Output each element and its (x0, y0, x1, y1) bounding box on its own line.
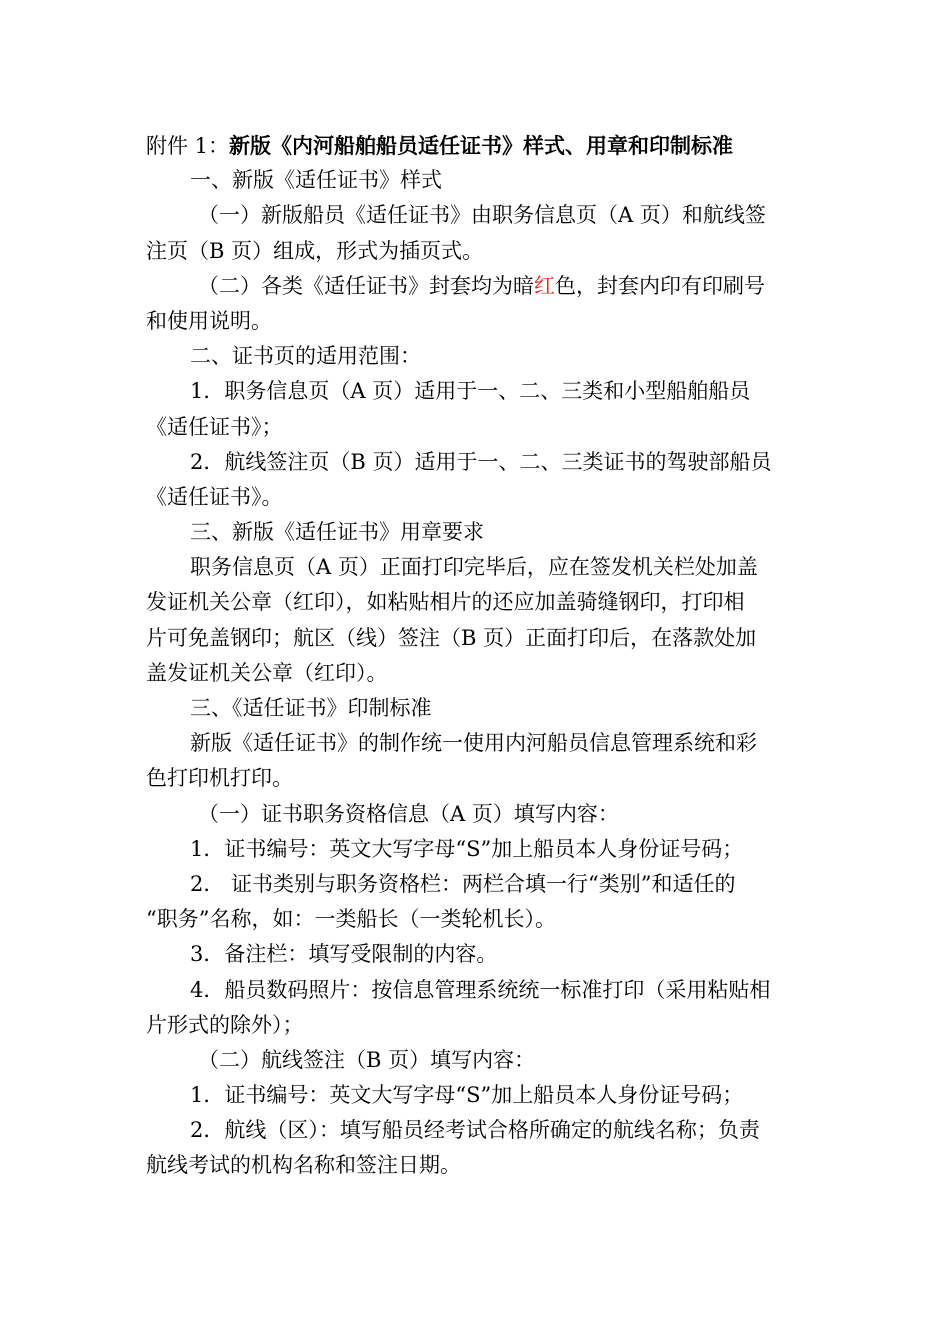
text-line (146, 902, 810, 937)
text-line (146, 304, 810, 339)
document-title (146, 128, 810, 163)
text-line (146, 234, 810, 269)
line-text: 航线考试的机构名称和签注日期。 (146, 1153, 461, 1178)
line-text: 2．航线签注页（B 页）适用于一、二、三类证书的驾驶部船员 (190, 449, 772, 474)
text-line (146, 1148, 810, 1183)
line-text: （二）各类《适任证书》封套均为暗 (198, 273, 534, 298)
line-text: 片可免盖钢印；航区（线）签注（B 页）正面打印后，在落款处加 (146, 625, 757, 650)
text-line (146, 515, 810, 550)
line-text: 二、证书页的适用范围： (190, 344, 421, 369)
text-line (146, 410, 810, 445)
line-text: 注页（B 页）组成，形式为插页式。 (146, 238, 484, 263)
text-line (146, 198, 810, 233)
text-line (146, 973, 810, 1008)
text-line (146, 585, 810, 620)
text-line (146, 621, 810, 656)
text-line (146, 269, 810, 304)
text-line (146, 550, 810, 585)
line-text: 色打印机打印。 (146, 766, 293, 791)
line-text: 和使用说明。 (146, 308, 272, 333)
line-text: 2．航线（区）：填写船员经考试合格所确定的航线名称；负责 (190, 1118, 760, 1143)
line-text: 新版《适任证书》的制作统一使用内河船员信息管理系统和彩 (190, 731, 757, 756)
text-line (146, 374, 810, 409)
line-text: （一）证书职务资格信息（A 页）填写内容： (198, 801, 619, 826)
text-line (146, 163, 810, 198)
text-line (146, 1008, 810, 1043)
line-text: （一）新版船员《适任证书》由职务信息页（A 页）和航线签 (198, 203, 766, 228)
line-text: 三、新版《适任证书》用章要求 (190, 520, 484, 545)
line-text: 《适任证书》。 (146, 484, 283, 509)
text-line (146, 1078, 810, 1113)
document-page (146, 128, 810, 1184)
highlighted-text: 红 (534, 273, 555, 298)
line-text: 1．证书编号：英文大写字母“S”加上船员本人身份证号码； (190, 836, 744, 861)
line-text: 《适任证书》； (146, 414, 283, 439)
text-line (146, 691, 810, 726)
text-line (146, 832, 810, 867)
document-body (146, 163, 810, 1183)
attachment-label: 附件 1： (146, 134, 230, 158)
text-line (146, 761, 810, 796)
line-text: “职务”名称，如：一类船长（一类轮机长）。 (146, 907, 556, 932)
line-text: 一、新版《适任证书》样式 (190, 168, 442, 193)
text-line (146, 867, 810, 902)
line-text: 盖发证机关公章（红印）。 (146, 660, 388, 685)
line-text: （二）航线签注（B 页）填写内容： (198, 1047, 536, 1072)
title-text: 新版《内河船舶船员适任证书》样式、用章和印制标准 (229, 133, 734, 158)
text-line (146, 1113, 810, 1148)
line-text: 3．备注栏：填写受限制的内容。 (190, 942, 498, 967)
text-line (146, 656, 810, 691)
line-text: 三、《适任证书》印制标准 (190, 696, 432, 720)
text-line (146, 339, 810, 374)
text-line (146, 480, 810, 515)
text-line (146, 937, 810, 972)
text-line (146, 1043, 810, 1078)
line-text: 1．证书编号：英文大写字母“S”加上船员本人身份证号码； (190, 1083, 744, 1108)
line-text: 2． 证书类别与职务资格栏：两栏合填一行“类别”和适任的 (190, 871, 736, 896)
text-line (146, 445, 810, 480)
line-text: 发证机关公章（红印），如粘贴相片的还应加盖骑缝钢印，打印相 (146, 590, 745, 615)
text-line (146, 726, 810, 761)
line-text: 4．船员数码照片：按信息管理系统统一标准打印（采用粘贴相 (190, 977, 771, 1002)
line-text: 职务信息页（A 页）正面打印完毕后，应在签发机关栏处加盖 (190, 555, 758, 580)
line-text: 片形式的除外）； (146, 1012, 304, 1037)
text-line (146, 797, 810, 832)
line-text-after: 色，封套内印有印刷号 (555, 273, 765, 298)
line-text: 1．职务信息页（A 页）适用于一、二、三类和小型船舶船员 (190, 379, 751, 404)
